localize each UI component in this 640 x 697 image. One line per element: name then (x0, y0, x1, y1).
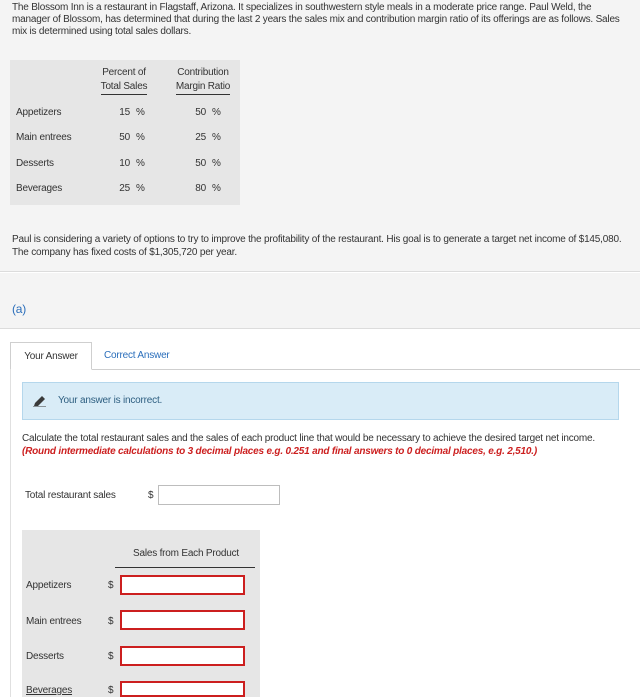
beverages-label: Beverages (26, 685, 73, 696)
currency-symbol: $ (108, 651, 114, 662)
part-header (0, 273, 640, 329)
col-header-percent: Percent of Total Sales (98, 66, 150, 95)
header-underline (115, 567, 255, 568)
currency-symbol: $ (148, 490, 154, 501)
problem-intro: The Blossom Inn is a restaurant in Flagstaff, Arizona. It specializes in southwestern style meals in a moderate price range. Paul Weld, the manager of Blossom, has determined that during the last 2 years the sales mix and contribution margin ratio of its offerings are as follows. Sales mix is determined using total sales dollars. (12, 2, 620, 37)
incorrect-alert (22, 382, 619, 420)
product-sales-header: Sales from Each Product (132, 548, 239, 559)
currency-symbol: $ (108, 685, 114, 696)
desserts-label: Desserts (26, 651, 64, 662)
main-entrees-label: Main entrees (26, 616, 82, 627)
tab-correct-answer[interactable]: Correct Answer (104, 350, 170, 361)
tab-your-answer[interactable]: Your Answer (10, 342, 92, 370)
rounding-note: (Round intermediate calculations to 3 decimal places e.g. 0.251 and final answers to 0 decimal places, e.g. 2,510.) (22, 446, 537, 457)
table-row: Appetizers 15 % 50 % (16, 107, 221, 118)
main-entrees-sales-input[interactable] (120, 610, 245, 630)
table-row: Main entrees 50 % 25 % (16, 132, 221, 143)
appetizers-sales-input[interactable] (120, 575, 245, 595)
currency-symbol: $ (108, 580, 114, 591)
table-row: Beverages 25 % 80 % (16, 183, 221, 194)
pencil-icon (33, 395, 47, 407)
total-sales-label: Total restaurant sales (25, 490, 116, 501)
problem-followup: Paul is considering a variety of options to try to improve the profitability of the restaurant. His goal is to generate a target net income of $145,080. The company has fixed costs of $1,305,720 per year. (12, 234, 622, 258)
total-sales-input[interactable] (158, 485, 280, 505)
beverages-sales-input[interactable] (120, 681, 245, 697)
alert-message: Your answer is incorrect. (58, 395, 163, 406)
instructions-text: Calculate the total restaurant sales and the sales of each product line that would be necessary to achieve the desired target net income. (22, 433, 595, 444)
desserts-sales-input[interactable] (120, 646, 245, 666)
appetizers-label: Appetizers (26, 580, 72, 591)
part-label: (a) (12, 302, 27, 316)
col-header-cm-ratio: Contribution Margin Ratio (168, 66, 238, 95)
instructions (22, 432, 622, 458)
table-row: Desserts 10 % 50 % (16, 158, 221, 169)
currency-symbol: $ (108, 616, 114, 627)
sales-mix-table (10, 60, 240, 205)
